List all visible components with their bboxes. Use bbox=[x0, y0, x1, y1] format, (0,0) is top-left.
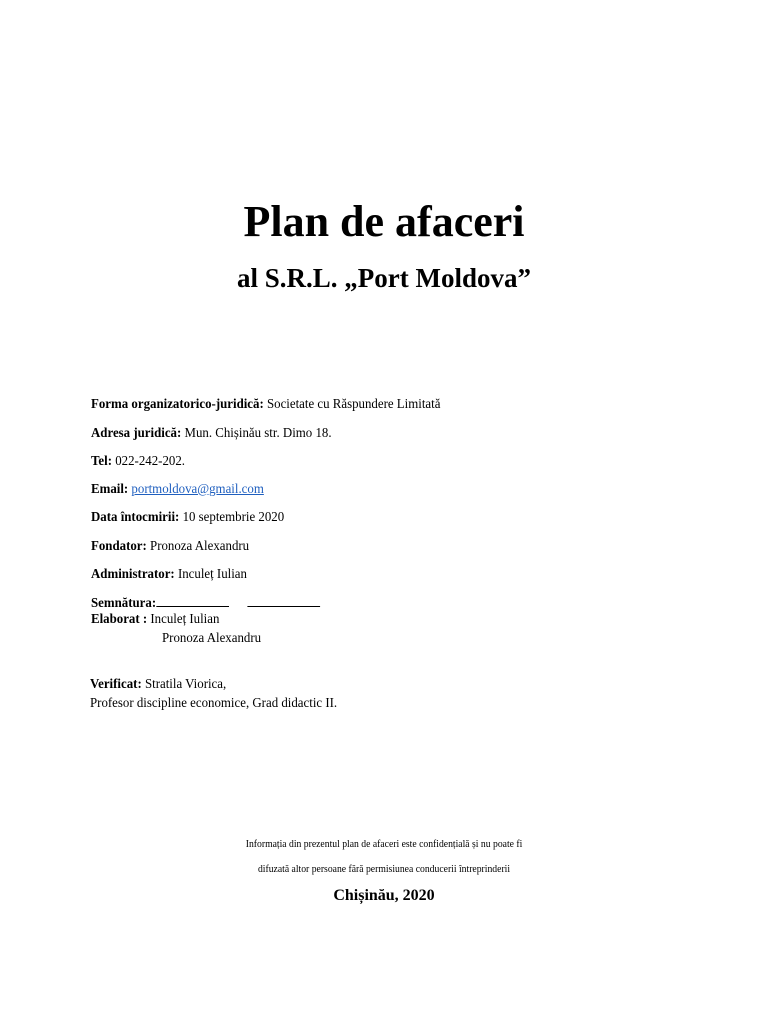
field-administrator bbox=[91, 566, 247, 584]
field-administrator-label: Administrator: bbox=[91, 567, 175, 582]
document-subtitle: al S.R.L. „Port Moldova” bbox=[237, 263, 531, 293]
confidentiality-note-line-2: difuzată altor persoane fără permisiunea conducerii întreprinderii bbox=[257, 863, 511, 875]
signature-line-2 bbox=[247, 594, 320, 607]
field-elaborat-value-1: Inculeț Iulian bbox=[150, 612, 220, 627]
signature-line-1 bbox=[156, 594, 229, 607]
field-fondator-value: Pronoza Alexandru bbox=[150, 539, 250, 554]
field-data bbox=[91, 509, 284, 527]
field-forma-value: Societate cu Răspundere Limitată bbox=[266, 397, 441, 412]
footer-place-year: Chișinău, 2020 bbox=[333, 887, 435, 904]
field-adresa-label: Adresa juridică: bbox=[91, 426, 182, 441]
field-fondator-label: Fondator: bbox=[91, 539, 147, 554]
field-email-label: Email: bbox=[91, 482, 129, 497]
field-tel bbox=[91, 453, 185, 471]
field-tel-label: Tel: bbox=[91, 454, 113, 469]
field-administrator-value: Inculeț Iulian bbox=[177, 567, 247, 582]
field-forma-label: Forma organizatorico-juridică: bbox=[91, 397, 264, 412]
document-title: Plan de afaceri bbox=[243, 197, 525, 246]
field-elaborat-label: Elaborat : bbox=[91, 612, 148, 627]
field-tel-value: 022-242-202. bbox=[115, 454, 185, 469]
field-verificat-value: Stratila Viorica, bbox=[144, 677, 227, 692]
field-verificat-label: Verificat: bbox=[90, 677, 142, 692]
field-elaborat bbox=[91, 611, 219, 629]
confidentiality-note-line-1: Informația din prezentul plan de afaceri este confidențială și nu poate fi bbox=[245, 838, 523, 850]
field-verificat-role-text: Profesor discipline economice, Grad didactic II. bbox=[90, 696, 338, 711]
field-adresa-value: Mun. Chișinău str. Dimo 18. bbox=[184, 426, 332, 441]
field-verificat bbox=[90, 676, 226, 694]
field-semnatura-label: Semnătura: bbox=[91, 596, 157, 611]
field-adresa bbox=[91, 425, 332, 443]
field-elaborat-second bbox=[162, 630, 261, 648]
field-forma bbox=[91, 396, 440, 414]
field-elaborat-value-2: Pronoza Alexandru bbox=[162, 631, 262, 646]
field-email bbox=[91, 481, 264, 499]
field-data-label: Data întocmirii: bbox=[91, 510, 180, 525]
email-link[interactable]: portmoldova@gmail.com bbox=[131, 482, 264, 497]
field-data-value: 10 septembrie 2020 bbox=[182, 510, 285, 525]
field-verificat-role bbox=[90, 695, 337, 713]
field-fondator bbox=[91, 538, 249, 556]
